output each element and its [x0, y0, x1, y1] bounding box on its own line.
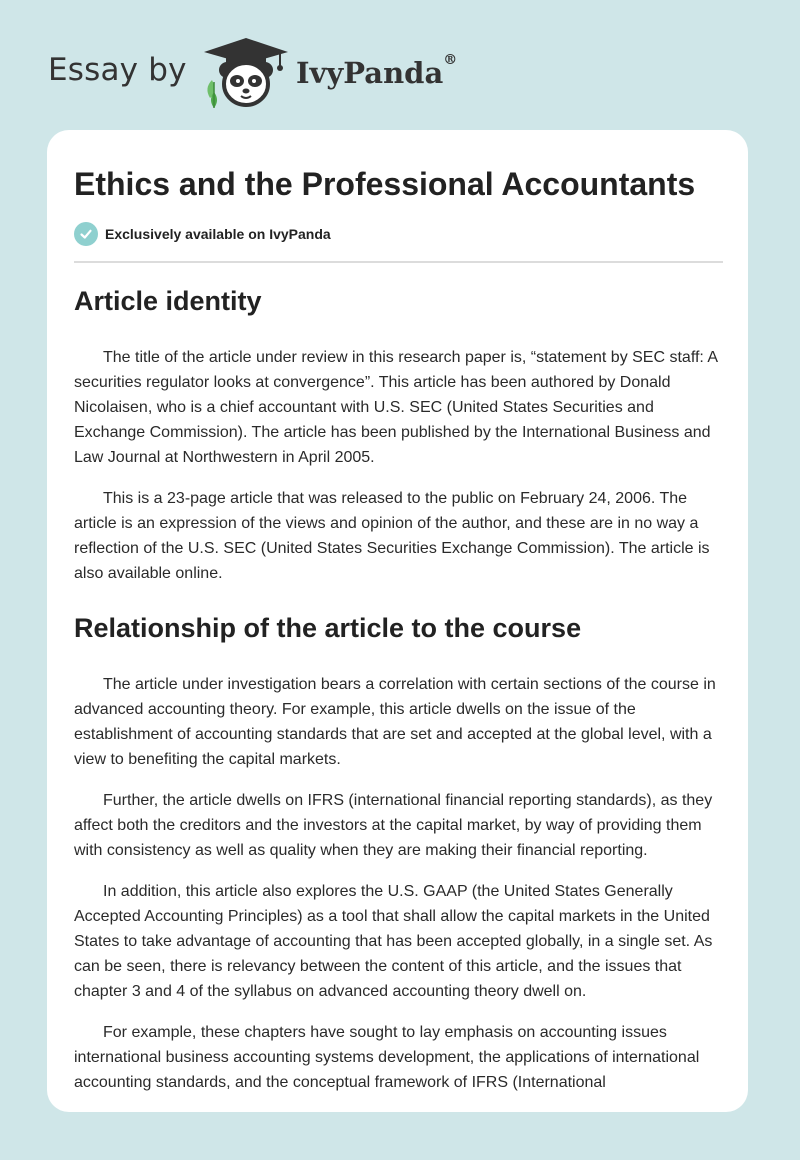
paragraph: The article under investigation bears a correlation with certain sections of the course in advanced accounting theory. For example, this article dwells on the issue of the establishment of accounting standards that are set and accepted at the global level, with a view to benefiting the capital markets. — [74, 676, 716, 768]
panda-logo-icon[interactable] — [200, 36, 292, 110]
article-card — [47, 130, 748, 1112]
paragraph: In addition, this article also explores the U.S. GAAP (the United States Generally Accepted Accounting Principles) as a tool that shall allow the capital markets in the United States to take advantage of accounting that has been accepted globally, in a single set. As can be seen, there is relevancy between the content of this article, and the issues that chapter 3 and 4 of the syllabus on advanced accounting theory dwell on. — [74, 883, 713, 1000]
paragraph: Further, the article dwells on IFRS (international financial reporting standards), as they affect both the creditors and the investors at the capital market, by way of providing them with consistency as well as quality when they are making their financial reporting. — [74, 792, 713, 859]
registered-mark: ® — [443, 52, 458, 69]
section-heading-article-identity: Article identity — [74, 286, 262, 316]
paragraph: This is a 23-page article that was released to the public on February 24, 2006. The article is an expression of the views and opinion of the author, and these are in no way a reflection of the U.S. SEC (United States Securities Exchange Commission). The article is also available online. — [74, 490, 710, 582]
paragraph: For example, these chapters have sought to lay emphasis on accounting issues international business accounting systems development, the applications of international accounting standards, and the conceptual framework of IFRS (International — [74, 1024, 700, 1091]
page-title: Ethics and the Professional Accountants — [74, 166, 696, 202]
exclusive-badge — [74, 222, 331, 246]
divider — [74, 261, 723, 263]
brand-text: IvyPanda — [296, 56, 444, 90]
paragraph: The title of the article under review in this research paper is, “statement by SEC staff: A securities regulator looks at convergence”. This article has been authored by Donald Nicolaisen, who is a chief accountant with U.S. SEC (United States Securities and Exchange Commission). The article has been published by the International Business and Law Journal at Northwestern in April 2005. — [74, 349, 718, 466]
exclusive-label: Exclusively available on IvyPanda — [105, 226, 331, 242]
site-header — [0, 0, 800, 125]
brand-name[interactable] — [296, 52, 458, 90]
essay-by-label: Essay by — [48, 52, 187, 88]
section-heading-relationship: Relationship of the article to the course — [74, 613, 582, 643]
check-icon — [74, 222, 98, 246]
article-content — [74, 281, 726, 1111]
